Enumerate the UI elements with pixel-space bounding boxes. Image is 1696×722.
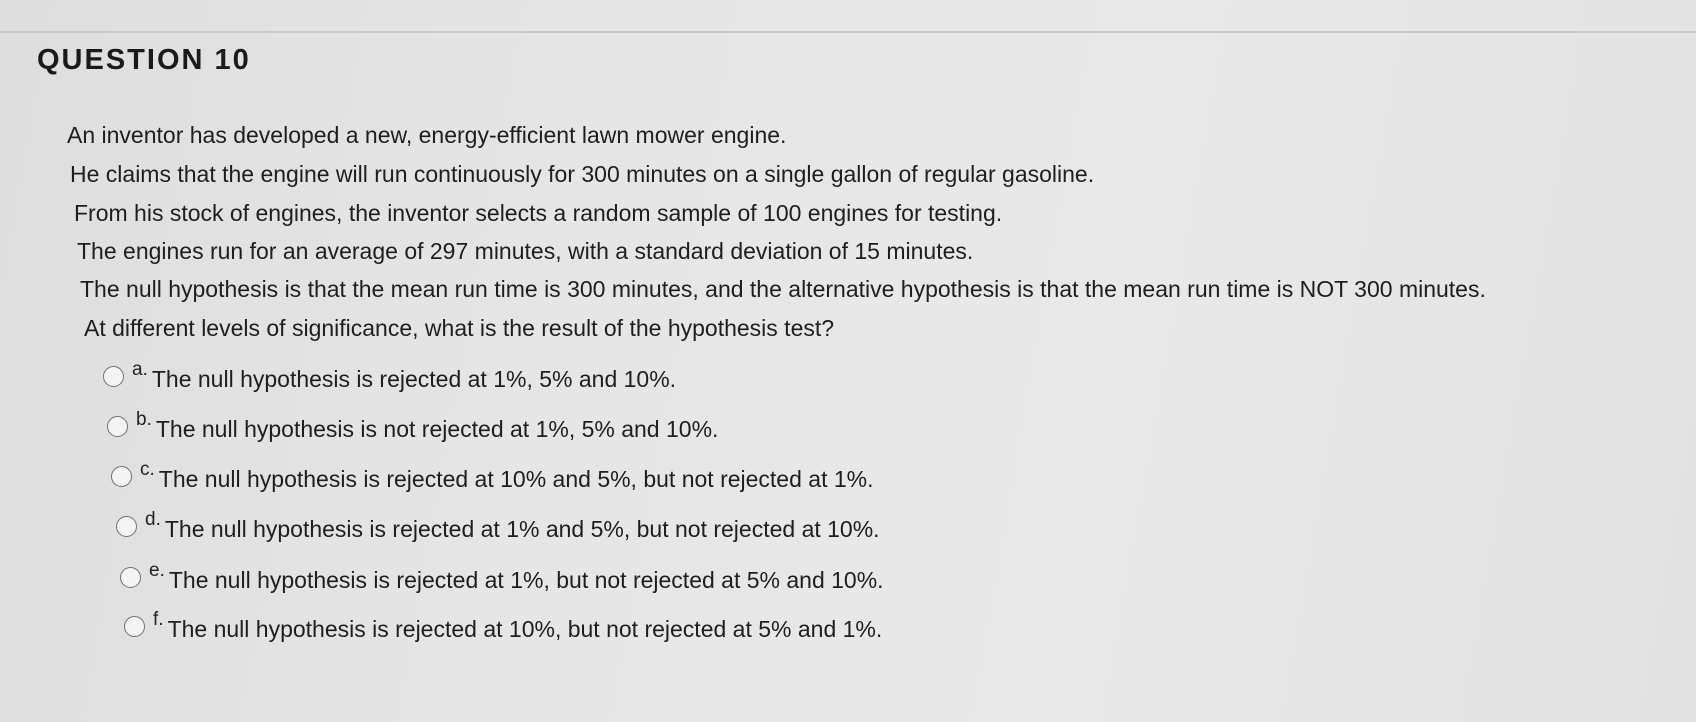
option-f[interactable] xyxy=(124,609,883,643)
radio-button-icon[interactable] xyxy=(103,366,124,387)
radio-button-icon[interactable] xyxy=(116,516,137,537)
radio-button-icon[interactable] xyxy=(111,466,132,487)
option-c[interactable] xyxy=(111,459,874,493)
option-letter: e. xyxy=(149,560,165,581)
option-b[interactable] xyxy=(107,409,719,443)
option-letter: d. xyxy=(145,509,161,530)
stem-line: He claims that the engine will run continuously for 300 minutes on a single gallon of regular gasoline. xyxy=(70,161,1095,187)
option-letter: a. xyxy=(132,359,148,380)
option-text: The null hypothesis is rejected at 10% and 5%, but not rejected at 1%. xyxy=(158,466,874,492)
option-letter: b. xyxy=(136,409,152,430)
option-text: The null hypothesis is rejected at 1% and 5%, but not rejected at 10%. xyxy=(164,516,880,542)
option-text: The null hypothesis is rejected at 10%, but not rejected at 5% and 1%. xyxy=(167,616,883,642)
option-a[interactable] xyxy=(103,359,677,393)
stem-line: An inventor has developed a new, energy-efficient lawn mower engine. xyxy=(67,122,787,148)
stem-line: At different levels of significance, what is the result of the hypothesis test? xyxy=(84,315,835,341)
radio-button-icon[interactable] xyxy=(124,616,145,637)
top-divider xyxy=(0,31,1696,33)
radio-button-icon[interactable] xyxy=(120,567,141,588)
option-d[interactable] xyxy=(116,509,880,543)
option-text: The null hypothesis is not rejected at 1%, 5% and 10%. xyxy=(155,416,719,442)
option-letter: c. xyxy=(140,459,155,480)
stem-line: From his stock of engines, the inventor selects a random sample of 100 engines for testing. xyxy=(74,200,1003,226)
option-letter: f. xyxy=(153,609,164,630)
option-text: The null hypothesis is rejected at 1%, 5% and 10%. xyxy=(151,366,677,392)
option-text: The null hypothesis is rejected at 1%, but not rejected at 5% and 10%. xyxy=(168,567,884,593)
stem-line: The engines run for an average of 297 minutes, with a standard deviation of 15 minutes. xyxy=(77,238,974,264)
stem-line: The null hypothesis is that the mean run time is 300 minutes, and the alternative hypothesis is that the mean run time is NOT 300 minutes. xyxy=(80,276,1486,302)
question-title: QUESTION 10 xyxy=(37,44,251,76)
radio-button-icon[interactable] xyxy=(107,416,128,437)
option-e[interactable] xyxy=(120,560,884,594)
